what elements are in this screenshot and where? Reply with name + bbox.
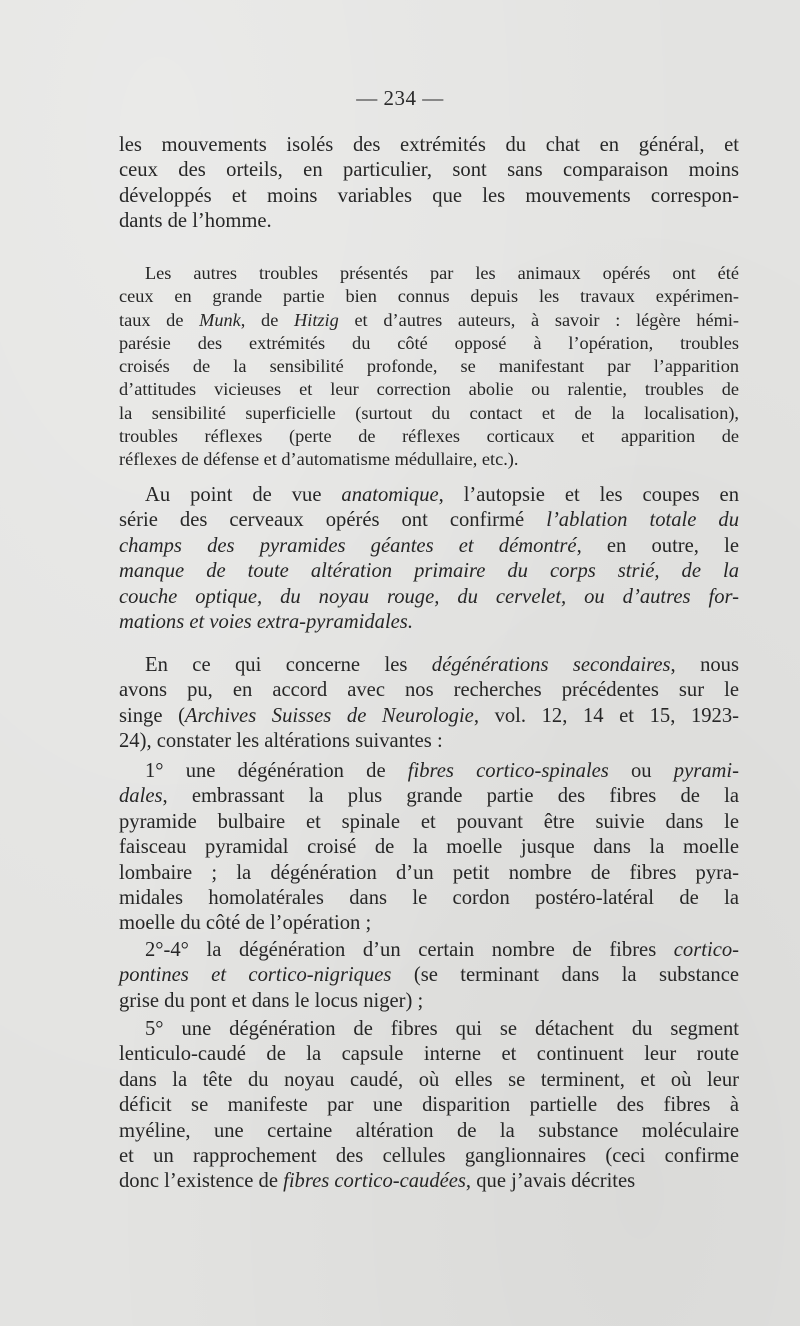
text-line: donc l’existence de fibres cortico-caudées, que j’avais décrites — [119, 1170, 636, 1193]
paragraph-1 — [119, 133, 739, 235]
page-number: — 234 — — [356, 86, 444, 110]
text-line: mations et voies extra-pyramidales. — [119, 610, 413, 633]
text-line: 5° une dégénération de fibres qui se détachent du segment — [145, 1018, 739, 1040]
paragraph-5 — [119, 759, 739, 937]
text-line: champs des pyramides géantes et démontré, en outre, le — [119, 534, 739, 557]
text-line: lenticulo-caudé de la capsule interne et continuent leur route — [119, 1043, 739, 1066]
text-line: Les autres troubles présentés par les animaux opérés ont été — [145, 263, 739, 283]
text-line: ceux des orteils, en particulier, sont sans comparaison moins — [119, 159, 739, 182]
text-line: myéline, une certaine altération de la substance moléculaire — [119, 1119, 739, 1142]
paragraph-4 — [119, 653, 739, 755]
text-line: faisceau pyramidal croisé de la moelle jusque dans la moelle — [119, 836, 739, 859]
text-line: parésie des extrémités du côté opposé à l’opération, troubles — [119, 332, 739, 353]
text-line: d’attitudes vicieuses et leur correction abolie ou ralentie, troubles de — [119, 379, 739, 400]
text-line: troubles réflexes (perte de réflexes corticaux et apparition de — [119, 426, 739, 447]
text-line: croisés de la sensibilité profonde, se manifestant par l’apparition — [119, 356, 739, 377]
text-line: ceux en grande partie bien connus depuis les travaux expérimen- — [119, 286, 739, 307]
text-line: les mouvements isolés des extrémités du chat en général, et — [119, 134, 739, 156]
text-line: 2°-4° la dégénération d’un certain nombre de fibres cortico- — [145, 939, 739, 961]
text-line: déficit se manifeste par une disparition partielle des fibres à — [119, 1094, 739, 1117]
text-line: moelle du côté de l’opération ; — [119, 912, 372, 935]
text-line: 24), constater les altérations suivantes : — [119, 730, 443, 753]
paragraph-3 — [119, 483, 739, 635]
text-line: grise du pont et dans le locus niger) ; — [119, 989, 424, 1012]
text-line: série des cerveaux opérés ont confirmé l’ablation totale du — [119, 509, 739, 532]
text-line: taux de Munk, de Hitzig et d’autres auteurs, à savoir : légère hémi- — [119, 309, 740, 330]
text-line: pyramide bulbaire et spinale et pouvant être suivie dans le — [119, 810, 739, 833]
text-line: développés et moins variables que les mouvements correspon- — [119, 184, 739, 207]
text-line: et un rapprochement des cellules ganglionnaires (ceci confirme — [119, 1144, 739, 1167]
text-line: réflexes de défense et d’automatisme médullaire, etc.). — [119, 449, 519, 470]
text-line: dans la tête du noyau caudé, où elles se terminent, et où leur — [119, 1068, 739, 1091]
text-line: 1° une dégénération de fibres cortico-spinales ou pyrami- — [145, 760, 739, 782]
text-line: dants de l’homme. — [119, 210, 272, 233]
paragraph-6 — [119, 938, 739, 1014]
text-line: En ce qui concerne les dégénérations secondaires, nous — [145, 654, 739, 676]
text-line: lombaire ; la dégénération d’un petit nombre de fibres pyra- — [119, 861, 739, 884]
text-line: couche optique, du noyau rouge, du cervelet, ou d’autres for- — [119, 585, 739, 608]
paragraph-7 — [119, 1017, 739, 1195]
text-line: singe (Archives Suisses de Neurologie, vol. 12, 14 et 15, 1923- — [119, 704, 739, 727]
text-line: la sensibilité superficielle (surtout du contact et de la localisation), — [119, 402, 739, 423]
text-line: dales, embrassant la plus grande partie des fibres de la — [119, 785, 739, 808]
paragraph-2 — [119, 262, 739, 472]
text-line: manque de toute altération primaire du corps strié, de la — [119, 560, 739, 583]
text-line: pontines et cortico-nigriques (se terminant dans la substance — [119, 964, 740, 987]
text-line: avons pu, en accord avec nos recherches précédentes sur le — [119, 679, 739, 702]
text-line: Au point de vue anatomique, l’autopsie et les coupes en — [145, 484, 739, 506]
text-line: midales homolatérales dans le cordon postéro-latéral de la — [119, 886, 739, 909]
